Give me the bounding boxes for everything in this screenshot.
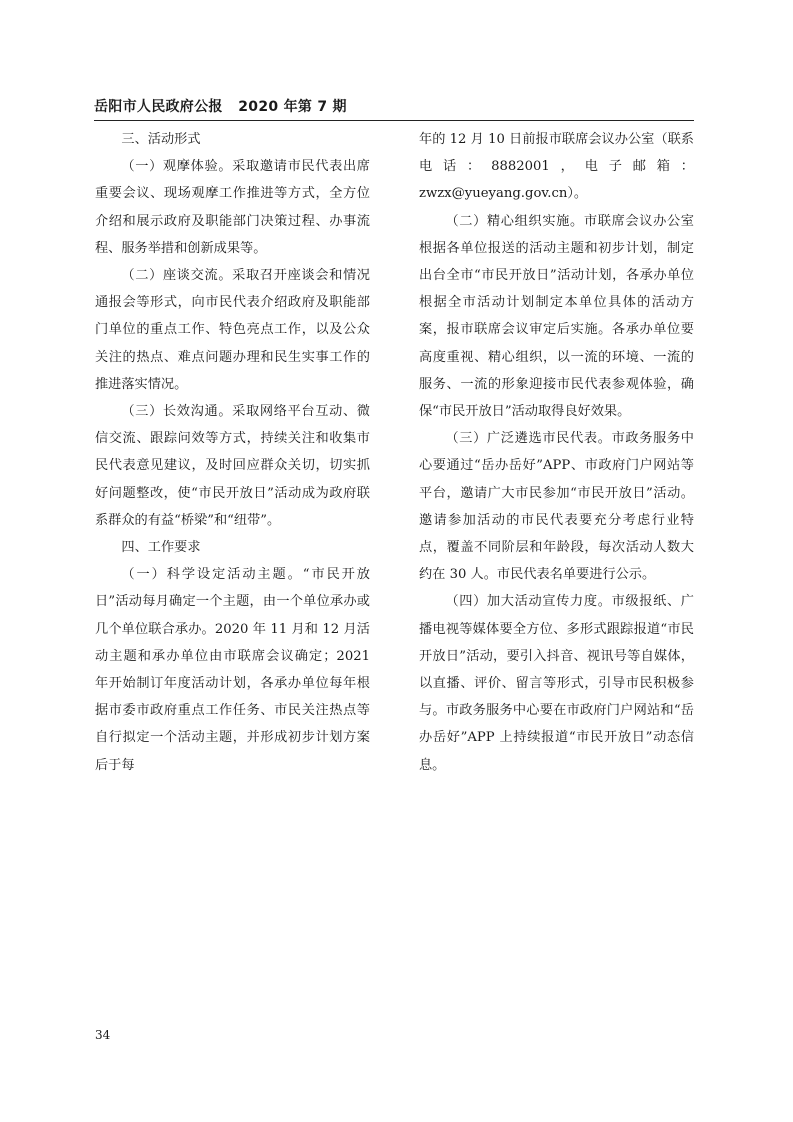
- publication-title: 岳阳市人民政府公报: [94, 99, 223, 115]
- paragraph: （二）精心组织实施。市联席会议办公室根据各单位报送的活动主题和初步计划，制定出台全市“市民开放日”活动计划，各承办单位根据全市活动计划制定本单位具体的活动方案，报市联席会议审定后实施。各承办单位要高度重视、精心组织，以一流的环境、一流的服务、一流的形象迎接市民代表参观体验，确保“市民开放日”活动取得良好效果。: [419, 213, 694, 420]
- header-rule: [94, 120, 694, 121]
- paragraph: （三）广泛遴选市民代表。市政务服务中心要通过“岳办岳好”APP、市政府门户网站等平台，邀请广大市民参加“市民开放日”活动。邀请参加活动的市民代表要充分考虑行业特点，覆盖不同阶层和年龄段，每次活动人数大约在 30 人。市民代表名单要进行公示。: [419, 431, 694, 583]
- left-column: [95, 126, 370, 779]
- paragraph: （三）长效沟通。采取网络平台互动、微信交流、跟踪问效等方式，持续关注和收集市民代表意见建议，及时回应群众关切，切实抓好问题整改，使“市民开放日”活动成为政府联系群众的有益“桥梁”和“纽带”。: [95, 404, 370, 528]
- paragraph: （二）座谈交流。采取召开座谈会和情况通报会等形式，向市民代表介绍政府及职能部门单位的重点工作、特色亮点工作，以及公众关注的热点、难点问题办理和民生实事工作的推进落实情况。: [95, 268, 370, 392]
- section-heading: 四、工作要求: [121, 540, 201, 556]
- paragraph: （四）加大活动宣传力度。市级报纸、广播电视等媒体要全方位、多形式跟踪报道“市民开放日”活动，要引入抖音、视讯号等自媒体，以直播、评价、留言等形式，引导市民积极参与。市政务服务中心要在市政府门户网站和“岳办岳好”APP 上持续报道“市民开放日”动态信息。: [419, 594, 694, 773]
- paragraph: （一）观摩体验。采取邀请市民代表出席重要会议、现场观摩工作推进等方式，全方位介绍和展示政府及职能部门决策过程、办事流程、服务举措和创新成果等。: [95, 159, 370, 256]
- paragraph: （一）科学设定活动主题。“市民开放日”活动每月确定一个主题，由一个单位承办或几个单位联合承办。2020 年 11 月和 12 月活动主题和承办单位由市联席会议确定；2021 年开始制订年度活动计划，各承办单位每年根据市委市政府重点工作任务、市民关注热点等自行拟定一个活动主题，并形成初步计划方案后于每: [95, 567, 370, 773]
- issue-number: 2020 年第 7 期: [238, 99, 347, 115]
- paragraph-continuation: 年的 12 月 10 日前报市联席会议办公室（联系电话：8882001，电子邮箱：zwzx@yueyang.gov.cn）。: [419, 132, 694, 202]
- running-header: [94, 96, 694, 116]
- page-number: 34: [95, 1028, 111, 1042]
- section-heading: 三、活动形式: [121, 132, 201, 147]
- right-column: [419, 126, 694, 779]
